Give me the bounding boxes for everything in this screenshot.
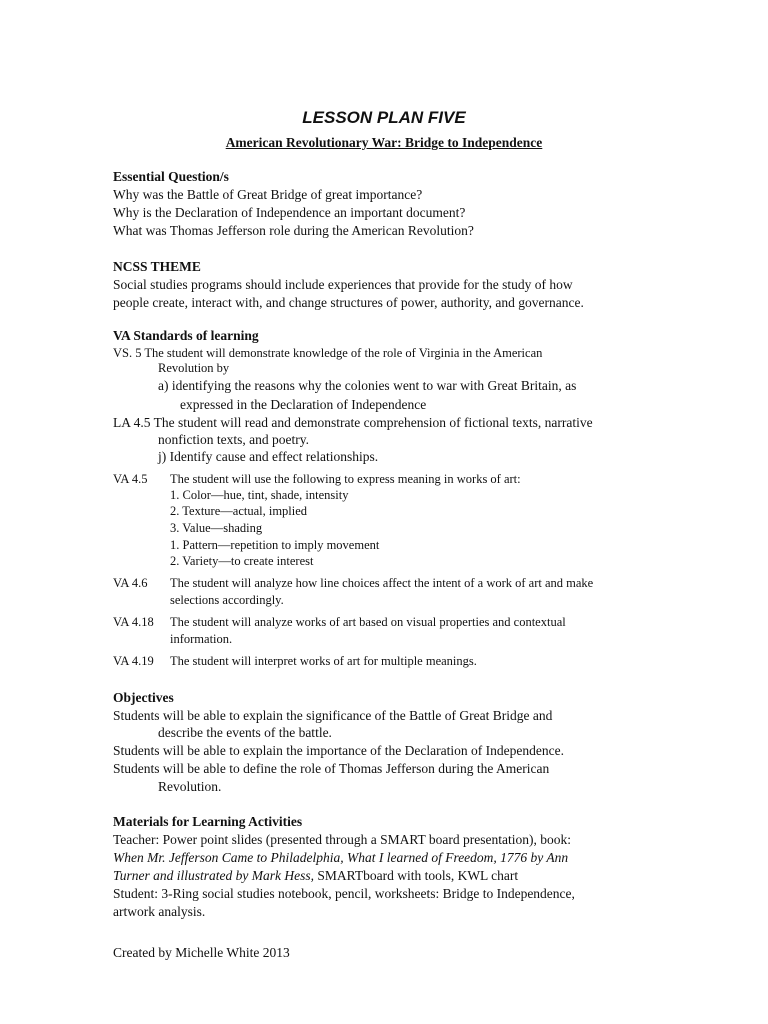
materials-book-title: When Mr. Jefferson Came to Philadelphia, What I learned of Freedom, 1776 by Ann — [113, 850, 569, 865]
ncss-text: Social studies programs should include experiences that provide for the study of how — [113, 277, 573, 292]
va46-standard — [113, 576, 593, 591]
va46-text: The student will analyze how line choices affect the intent of a work of art and make — [170, 576, 594, 590]
materials-student-cont: artwork analysis. — [113, 904, 206, 919]
materials-heading: Materials for Learning Activities — [113, 814, 303, 829]
va45-standard — [113, 472, 521, 487]
vs5-item-a-cont: expressed in the Declaration of Independence — [180, 397, 427, 412]
objective: Students will be able to define the role of Thomas Jefferson during the American — [113, 761, 550, 776]
page-subtitle: American Revolutionary War: Bridge to Independence — [225, 135, 543, 150]
va419-standard — [113, 654, 477, 669]
vs5-standard: VS. 5 The student will demonstrate knowledge of the role of Virginia in the American — [113, 346, 543, 360]
va418-label: VA 4.18 — [113, 615, 154, 629]
materials-student: Student: 3-Ring social studies notebook, pencil, worksheets: Bridge to Independence, — [113, 886, 575, 901]
materials-book-author: Turner and illustrated by Mark Hess, — [113, 868, 314, 883]
page-title: LESSON PLAN FIVE — [302, 108, 466, 127]
objective: Students will be able to explain the importance of the Declaration of Independence. — [113, 743, 564, 758]
va418-text: The student will analyze works of art based on visual properties and contextual — [170, 615, 566, 629]
la45-item-j: j) Identify cause and effect relationships. — [158, 449, 379, 464]
va45-list-item: 1. Color—hue, tint, shade, intensity — [170, 488, 349, 502]
va45-list-item: 1. Pattern—repetition to imply movement — [170, 538, 380, 552]
va45-list-item: 3. Value—shading — [170, 521, 263, 535]
va419-label: VA 4.19 — [113, 654, 154, 668]
objective: Students will be able to explain the significance of the Battle of Great Bridge and — [113, 708, 553, 723]
objective-cont: Revolution. — [158, 779, 222, 794]
materials-teacher: Teacher: Power point slides (presented through a SMART board presentation), book: — [113, 832, 572, 847]
la45-standard-cont: nonfiction texts, and poetry. — [158, 432, 309, 447]
objectives-heading: Objectives — [113, 690, 174, 705]
essential-question: Why was the Battle of Great Bridge of great importance? — [113, 187, 423, 202]
va418-text-cont: information. — [170, 632, 233, 646]
va45-text: The student will use the following to express meaning in works of art: — [170, 472, 521, 486]
vs5-standard-cont: Revolution by — [158, 361, 230, 375]
essential-questions-heading: Essential Question/s — [113, 169, 229, 184]
va45-list-item: 2. Texture—actual, implied — [170, 504, 308, 518]
essential-question: Why is the Declaration of Independence an important document? — [113, 205, 466, 220]
va-standards-heading: VA Standards of learning — [113, 328, 259, 343]
ncss-heading: NCSS THEME — [113, 259, 201, 274]
va46-label: VA 4.6 — [113, 576, 148, 590]
la45-standard: LA 4.5 The student will read and demonstrate comprehension of fictional texts, narrative — [113, 415, 593, 430]
va45-label: VA 4.5 — [113, 472, 148, 486]
materials-book-line — [113, 868, 518, 884]
va46-text-cont: selections accordingly. — [170, 593, 284, 607]
vs5-item-a: a) identifying the reasons why the colonies went to war with Great Britain, as — [158, 378, 577, 393]
ncss-text: people create, interact with, and change structures of power, authority, and governance. — [113, 295, 584, 310]
essential-question: What was Thomas Jefferson role during the American Revolution? — [113, 223, 474, 238]
footer-credit: Created by Michelle White 2013 — [113, 945, 290, 960]
va419-text: The student will interpret works of art for multiple meanings. — [170, 654, 477, 668]
va418-standard — [113, 615, 566, 630]
va45-list-item: 2. Variety—to create interest — [170, 554, 314, 568]
objective-cont: describe the events of the battle. — [158, 725, 332, 740]
materials-tools: SMARTboard with tools, KWL chart — [314, 868, 519, 883]
